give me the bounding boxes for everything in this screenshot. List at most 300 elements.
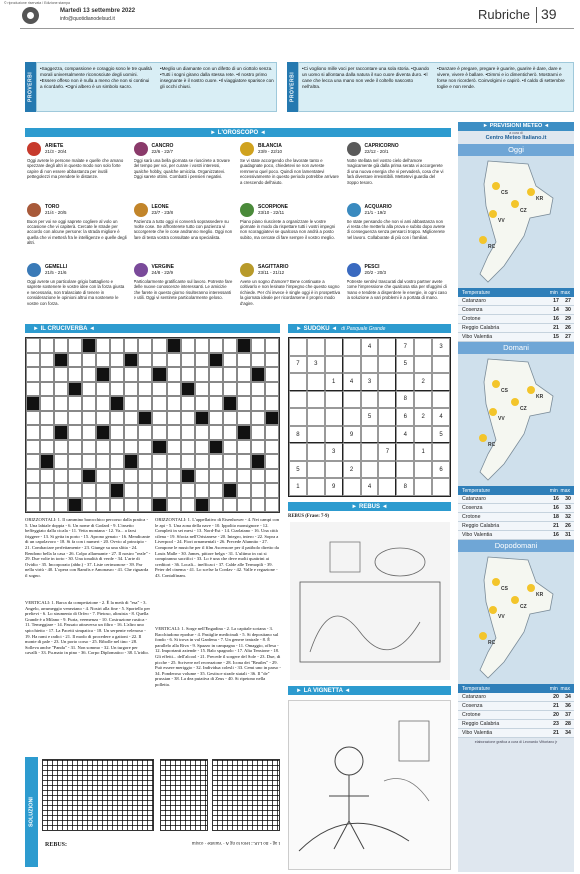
sudoku-cell[interactable] xyxy=(289,338,307,356)
sudoku-cell[interactable] xyxy=(378,356,396,374)
crossword-cell[interactable] xyxy=(251,396,265,411)
crossword-cell[interactable] xyxy=(26,382,40,397)
crossword-cell[interactable] xyxy=(237,483,251,498)
crossword-cell[interactable] xyxy=(223,483,237,498)
sudoku-cell[interactable] xyxy=(396,373,414,391)
crossword-cell[interactable] xyxy=(40,469,54,484)
crossword-cell[interactable] xyxy=(40,425,54,440)
sudoku-cell[interactable] xyxy=(325,426,343,444)
crossword-cell[interactable] xyxy=(124,440,138,455)
crossword-cell[interactable] xyxy=(195,367,209,382)
crossword-cell[interactable] xyxy=(223,469,237,484)
crossword-cell[interactable] xyxy=(167,353,181,368)
sudoku-cell[interactable] xyxy=(414,338,432,356)
crossword-cell[interactable] xyxy=(40,396,54,411)
crossword-cell[interactable] xyxy=(265,338,279,353)
crossword-cell[interactable] xyxy=(209,382,223,397)
crossword-cell[interactable] xyxy=(167,440,181,455)
crossword-cell[interactable] xyxy=(181,353,195,368)
crossword-cell[interactable] xyxy=(167,396,181,411)
sudoku-cell[interactable]: 2 xyxy=(343,461,361,479)
crossword-cell[interactable] xyxy=(26,498,40,513)
sudoku-cell[interactable]: 3 xyxy=(307,356,325,374)
crossword-cell[interactable] xyxy=(96,425,110,440)
crossword-cell[interactable] xyxy=(181,483,195,498)
crossword-cell[interactable] xyxy=(110,396,124,411)
crossword-cell[interactable] xyxy=(209,483,223,498)
crossword-cell[interactable] xyxy=(124,425,138,440)
crossword-cell[interactable] xyxy=(82,367,96,382)
crossword-cell[interactable] xyxy=(167,483,181,498)
sudoku-cell[interactable] xyxy=(343,408,361,426)
sudoku-cell[interactable]: 5 xyxy=(361,408,379,426)
sudoku-cell[interactable] xyxy=(289,443,307,461)
crossword-cell[interactable] xyxy=(152,483,166,498)
crossword-cell[interactable] xyxy=(167,498,181,513)
crossword-cell[interactable] xyxy=(110,338,124,353)
sudoku-cell[interactable] xyxy=(325,391,343,409)
sudoku-cell[interactable] xyxy=(378,391,396,409)
crossword-cell[interactable] xyxy=(26,396,40,411)
crossword-cell[interactable] xyxy=(265,396,279,411)
sudoku-cell[interactable]: 4 xyxy=(361,478,379,496)
crossword-cell[interactable] xyxy=(110,498,124,513)
crossword-cell[interactable] xyxy=(209,396,223,411)
crossword-cell[interactable] xyxy=(110,440,124,455)
sudoku-cell[interactable]: 2 xyxy=(414,408,432,426)
crossword-cell[interactable] xyxy=(54,367,68,382)
crossword-cell[interactable] xyxy=(124,396,138,411)
sudoku-cell[interactable] xyxy=(307,443,325,461)
sudoku-cell[interactable] xyxy=(432,356,450,374)
sudoku-cell[interactable] xyxy=(307,338,325,356)
crossword-cell[interactable] xyxy=(54,483,68,498)
crossword-cell[interactable] xyxy=(124,498,138,513)
crossword-cell[interactable] xyxy=(195,469,209,484)
crossword-cell[interactable] xyxy=(68,338,82,353)
sudoku-cell[interactable] xyxy=(378,426,396,444)
crossword-cell[interactable] xyxy=(251,382,265,397)
crossword-cell[interactable] xyxy=(26,353,40,368)
sudoku-cell[interactable] xyxy=(325,461,343,479)
crossword-cell[interactable] xyxy=(265,382,279,397)
crossword-cell[interactable] xyxy=(96,454,110,469)
crossword-cell[interactable] xyxy=(124,382,138,397)
crossword-cell[interactable] xyxy=(152,469,166,484)
crossword-cell[interactable] xyxy=(223,382,237,397)
crossword-cell[interactable] xyxy=(82,469,96,484)
crossword-cell[interactable] xyxy=(237,425,251,440)
crossword-cell[interactable] xyxy=(96,469,110,484)
sudoku-cell[interactable]: 4 xyxy=(361,338,379,356)
crossword-cell[interactable] xyxy=(223,411,237,426)
crossword-cell[interactable] xyxy=(40,367,54,382)
crossword-cell[interactable] xyxy=(181,454,195,469)
crossword-cell[interactable] xyxy=(138,498,152,513)
crossword-cell[interactable] xyxy=(124,338,138,353)
crossword-cell[interactable] xyxy=(265,411,279,426)
crossword-cell[interactable] xyxy=(152,440,166,455)
crossword-cell[interactable] xyxy=(54,382,68,397)
crossword-cell[interactable] xyxy=(82,411,96,426)
crossword-cell[interactable] xyxy=(96,353,110,368)
sudoku-cell[interactable]: 4 xyxy=(343,373,361,391)
crossword-cell[interactable] xyxy=(68,396,82,411)
crossword-cell[interactable] xyxy=(195,382,209,397)
sudoku-cell[interactable]: 2 xyxy=(414,373,432,391)
crossword-cell[interactable] xyxy=(223,440,237,455)
crossword-cell[interactable] xyxy=(26,469,40,484)
crossword-cell[interactable] xyxy=(209,411,223,426)
sudoku-cell[interactable] xyxy=(432,443,450,461)
crossword-cell[interactable] xyxy=(26,425,40,440)
crossword-cell[interactable] xyxy=(82,425,96,440)
crossword-cell[interactable] xyxy=(181,338,195,353)
crossword-cell[interactable] xyxy=(40,440,54,455)
crossword-cell[interactable] xyxy=(251,338,265,353)
crossword-cell[interactable] xyxy=(237,469,251,484)
crossword-cell[interactable] xyxy=(138,469,152,484)
crossword-cell[interactable] xyxy=(223,425,237,440)
sudoku-cell[interactable]: 5 xyxy=(396,356,414,374)
crossword-cell[interactable] xyxy=(195,353,209,368)
sudoku-cell[interactable] xyxy=(289,408,307,426)
crossword-cell[interactable] xyxy=(26,440,40,455)
crossword-cell[interactable] xyxy=(54,353,68,368)
crossword-cell[interactable] xyxy=(96,396,110,411)
crossword-cell[interactable] xyxy=(54,454,68,469)
sudoku-cell[interactable] xyxy=(343,391,361,409)
crossword-cell[interactable] xyxy=(265,454,279,469)
crossword-cell[interactable] xyxy=(251,469,265,484)
crossword-cell[interactable] xyxy=(54,469,68,484)
crossword-cell[interactable] xyxy=(152,411,166,426)
crossword-cell[interactable] xyxy=(195,483,209,498)
crossword-cell[interactable] xyxy=(54,498,68,513)
crossword-cell[interactable] xyxy=(181,469,195,484)
crossword-cell[interactable] xyxy=(195,454,209,469)
crossword-cell[interactable] xyxy=(110,353,124,368)
sudoku-cell[interactable] xyxy=(289,373,307,391)
crossword-cell[interactable] xyxy=(209,353,223,368)
crossword-cell[interactable] xyxy=(237,396,251,411)
crossword-cell[interactable] xyxy=(265,425,279,440)
crossword-cell[interactable] xyxy=(223,396,237,411)
crossword-cell[interactable] xyxy=(68,440,82,455)
crossword-cell[interactable] xyxy=(96,483,110,498)
sudoku-cell[interactable] xyxy=(432,391,450,409)
crossword-cell[interactable] xyxy=(138,367,152,382)
crossword-cell[interactable] xyxy=(167,425,181,440)
crossword-cell[interactable] xyxy=(209,498,223,513)
crossword-cell[interactable] xyxy=(181,382,195,397)
sudoku-cell[interactable]: 8 xyxy=(396,391,414,409)
sudoku-cell[interactable] xyxy=(325,338,343,356)
crossword-cell[interactable] xyxy=(110,367,124,382)
sudoku-cell[interactable] xyxy=(361,461,379,479)
crossword-cell[interactable] xyxy=(181,411,195,426)
crossword-grid[interactable] xyxy=(25,337,280,513)
crossword-cell[interactable] xyxy=(237,367,251,382)
crossword-cell[interactable] xyxy=(223,338,237,353)
crossword-cell[interactable] xyxy=(195,338,209,353)
crossword-cell[interactable] xyxy=(209,425,223,440)
sudoku-cell[interactable] xyxy=(414,426,432,444)
sudoku-cell[interactable]: 7 xyxy=(396,338,414,356)
sudoku-cell[interactable] xyxy=(361,356,379,374)
crossword-cell[interactable] xyxy=(110,469,124,484)
crossword-cell[interactable] xyxy=(138,411,152,426)
crossword-cell[interactable] xyxy=(152,396,166,411)
sudoku-cell[interactable] xyxy=(361,426,379,444)
crossword-cell[interactable] xyxy=(26,483,40,498)
sudoku-cell[interactable] xyxy=(361,391,379,409)
crossword-cell[interactable] xyxy=(209,454,223,469)
crossword-cell[interactable] xyxy=(167,382,181,397)
crossword-cell[interactable] xyxy=(251,353,265,368)
crossword-cell[interactable] xyxy=(237,382,251,397)
crossword-cell[interactable] xyxy=(251,367,265,382)
sudoku-cell[interactable] xyxy=(432,478,450,496)
crossword-cell[interactable] xyxy=(96,338,110,353)
crossword-cell[interactable] xyxy=(26,454,40,469)
crossword-cell[interactable] xyxy=(209,469,223,484)
crossword-cell[interactable] xyxy=(195,498,209,513)
crossword-cell[interactable] xyxy=(223,498,237,513)
crossword-cell[interactable] xyxy=(152,338,166,353)
crossword-cell[interactable] xyxy=(138,440,152,455)
sudoku-cell[interactable]: 1 xyxy=(325,373,343,391)
crossword-cell[interactable] xyxy=(40,382,54,397)
crossword-cell[interactable] xyxy=(138,382,152,397)
crossword-cell[interactable] xyxy=(223,353,237,368)
crossword-cell[interactable] xyxy=(54,425,68,440)
sudoku-grid[interactable] xyxy=(288,337,451,497)
crossword-cell[interactable] xyxy=(195,396,209,411)
crossword-cell[interactable] xyxy=(68,498,82,513)
contact-email[interactable]: info@quotidianodelsud.it xyxy=(60,16,115,22)
sudoku-cell[interactable]: 9 xyxy=(325,478,343,496)
crossword-cell[interactable] xyxy=(54,440,68,455)
crossword-cell[interactable] xyxy=(68,382,82,397)
sudoku-cell[interactable] xyxy=(432,373,450,391)
crossword-cell[interactable] xyxy=(209,338,223,353)
crossword-cell[interactable] xyxy=(265,353,279,368)
crossword-cell[interactable] xyxy=(181,425,195,440)
crossword-cell[interactable] xyxy=(54,396,68,411)
crossword-cell[interactable] xyxy=(152,382,166,397)
crossword-cell[interactable] xyxy=(167,454,181,469)
crossword-cell[interactable] xyxy=(26,338,40,353)
crossword-cell[interactable] xyxy=(124,367,138,382)
sudoku-cell[interactable]: 3 xyxy=(325,443,343,461)
crossword-cell[interactable] xyxy=(251,440,265,455)
crossword-cell[interactable] xyxy=(251,483,265,498)
crossword-cell[interactable] xyxy=(265,498,279,513)
crossword-cell[interactable] xyxy=(82,338,96,353)
sudoku-cell[interactable] xyxy=(307,373,325,391)
sudoku-cell[interactable]: 5 xyxy=(432,426,450,444)
sudoku-cell[interactable]: 6 xyxy=(396,408,414,426)
crossword-cell[interactable] xyxy=(251,454,265,469)
crossword-cell[interactable] xyxy=(152,454,166,469)
crossword-cell[interactable] xyxy=(265,440,279,455)
crossword-cell[interactable] xyxy=(110,382,124,397)
crossword-cell[interactable] xyxy=(96,440,110,455)
crossword-cell[interactable] xyxy=(251,498,265,513)
crossword-cell[interactable] xyxy=(237,411,251,426)
crossword-cell[interactable] xyxy=(82,498,96,513)
sudoku-cell[interactable] xyxy=(343,478,361,496)
crossword-cell[interactable] xyxy=(167,411,181,426)
sudoku-cell[interactable] xyxy=(396,461,414,479)
crossword-cell[interactable] xyxy=(265,367,279,382)
sudoku-cell[interactable]: 1 xyxy=(414,443,432,461)
crossword-cell[interactable] xyxy=(96,411,110,426)
crossword-cell[interactable] xyxy=(138,338,152,353)
crossword-cell[interactable] xyxy=(26,367,40,382)
crossword-cell[interactable] xyxy=(124,454,138,469)
crossword-cell[interactable] xyxy=(237,440,251,455)
crossword-cell[interactable] xyxy=(96,367,110,382)
sudoku-cell[interactable] xyxy=(307,478,325,496)
crossword-cell[interactable] xyxy=(96,382,110,397)
crossword-cell[interactable] xyxy=(40,353,54,368)
sudoku-cell[interactable] xyxy=(378,408,396,426)
crossword-cell[interactable] xyxy=(124,353,138,368)
sudoku-cell[interactable]: 7 xyxy=(378,443,396,461)
crossword-cell[interactable] xyxy=(26,411,40,426)
crossword-cell[interactable] xyxy=(68,483,82,498)
sudoku-cell[interactable]: 5 xyxy=(289,461,307,479)
crossword-cell[interactable] xyxy=(167,469,181,484)
crossword-cell[interactable] xyxy=(265,483,279,498)
sudoku-cell[interactable] xyxy=(378,478,396,496)
sudoku-cell[interactable] xyxy=(414,356,432,374)
crossword-cell[interactable] xyxy=(82,396,96,411)
sudoku-cell[interactable] xyxy=(378,338,396,356)
crossword-cell[interactable] xyxy=(82,483,96,498)
crossword-cell[interactable] xyxy=(40,338,54,353)
crossword-cell[interactable] xyxy=(167,338,181,353)
crossword-cell[interactable] xyxy=(152,353,166,368)
crossword-cell[interactable] xyxy=(40,411,54,426)
crossword-cell[interactable] xyxy=(223,367,237,382)
crossword-cell[interactable] xyxy=(40,483,54,498)
crossword-cell[interactable] xyxy=(138,425,152,440)
crossword-cell[interactable] xyxy=(152,425,166,440)
sudoku-cell[interactable]: 8 xyxy=(396,478,414,496)
sudoku-cell[interactable]: 8 xyxy=(289,426,307,444)
sudoku-cell[interactable]: 3 xyxy=(432,338,450,356)
crossword-cell[interactable] xyxy=(82,353,96,368)
crossword-cell[interactable] xyxy=(110,425,124,440)
crossword-cell[interactable] xyxy=(237,454,251,469)
crossword-cell[interactable] xyxy=(96,498,110,513)
sudoku-cell[interactable]: 6 xyxy=(432,461,450,479)
crossword-cell[interactable] xyxy=(181,498,195,513)
sudoku-cell[interactable]: 7 xyxy=(289,356,307,374)
sudoku-cell[interactable]: 4 xyxy=(432,408,450,426)
weather-credit[interactable]: Centro Meteo Italiano.it xyxy=(485,135,547,141)
crossword-cell[interactable] xyxy=(138,353,152,368)
crossword-cell[interactable] xyxy=(40,454,54,469)
crossword-cell[interactable] xyxy=(237,353,251,368)
crossword-cell[interactable] xyxy=(138,454,152,469)
crossword-cell[interactable] xyxy=(195,411,209,426)
crossword-cell[interactable] xyxy=(152,498,166,513)
crossword-cell[interactable] xyxy=(181,367,195,382)
crossword-cell[interactable] xyxy=(68,411,82,426)
sudoku-cell[interactable] xyxy=(343,338,361,356)
crossword-cell[interactable] xyxy=(237,498,251,513)
sudoku-cell[interactable] xyxy=(414,478,432,496)
crossword-cell[interactable] xyxy=(195,425,209,440)
sudoku-cell[interactable] xyxy=(289,391,307,409)
sudoku-cell[interactable] xyxy=(325,356,343,374)
sudoku-cell[interactable]: 9 xyxy=(343,426,361,444)
sudoku-cell[interactable] xyxy=(378,461,396,479)
sudoku-cell[interactable] xyxy=(378,373,396,391)
sudoku-cell[interactable] xyxy=(343,356,361,374)
crossword-cell[interactable] xyxy=(209,367,223,382)
crossword-cell[interactable] xyxy=(124,411,138,426)
crossword-cell[interactable] xyxy=(265,469,279,484)
sudoku-cell[interactable] xyxy=(414,391,432,409)
crossword-cell[interactable] xyxy=(237,338,251,353)
crossword-cell[interactable] xyxy=(152,367,166,382)
sudoku-cell[interactable] xyxy=(361,443,379,461)
sudoku-cell[interactable]: 1 xyxy=(289,478,307,496)
crossword-cell[interactable] xyxy=(110,483,124,498)
crossword-cell[interactable] xyxy=(54,411,68,426)
sudoku-cell[interactable] xyxy=(414,461,432,479)
crossword-cell[interactable] xyxy=(181,396,195,411)
sudoku-cell[interactable] xyxy=(343,443,361,461)
crossword-cell[interactable] xyxy=(181,440,195,455)
crossword-cell[interactable] xyxy=(68,425,82,440)
sudoku-cell[interactable] xyxy=(307,461,325,479)
crossword-cell[interactable] xyxy=(138,396,152,411)
crossword-cell[interactable] xyxy=(124,469,138,484)
crossword-cell[interactable] xyxy=(195,440,209,455)
sudoku-cell[interactable]: 4 xyxy=(396,426,414,444)
crossword-cell[interactable] xyxy=(167,367,181,382)
sudoku-cell[interactable]: 3 xyxy=(361,373,379,391)
crossword-cell[interactable] xyxy=(68,353,82,368)
crossword-cell[interactable] xyxy=(209,440,223,455)
crossword-cell[interactable] xyxy=(223,454,237,469)
crossword-cell[interactable] xyxy=(82,440,96,455)
crossword-cell[interactable] xyxy=(251,411,265,426)
crossword-cell[interactable] xyxy=(68,469,82,484)
crossword-cell[interactable] xyxy=(251,425,265,440)
crossword-cell[interactable] xyxy=(68,367,82,382)
crossword-cell[interactable] xyxy=(124,483,138,498)
sudoku-cell[interactable] xyxy=(396,443,414,461)
crossword-cell[interactable] xyxy=(138,483,152,498)
sudoku-cell[interactable] xyxy=(325,408,343,426)
crossword-cell[interactable] xyxy=(82,454,96,469)
crossword-cell[interactable] xyxy=(40,498,54,513)
sudoku-cell[interactable] xyxy=(307,426,325,444)
crossword-cell[interactable] xyxy=(110,411,124,426)
sudoku-cell[interactable] xyxy=(307,408,325,426)
sudoku-cell[interactable] xyxy=(307,391,325,409)
crossword-cell[interactable] xyxy=(82,382,96,397)
crossword-cell[interactable] xyxy=(68,454,82,469)
crossword-cell[interactable] xyxy=(54,338,68,353)
